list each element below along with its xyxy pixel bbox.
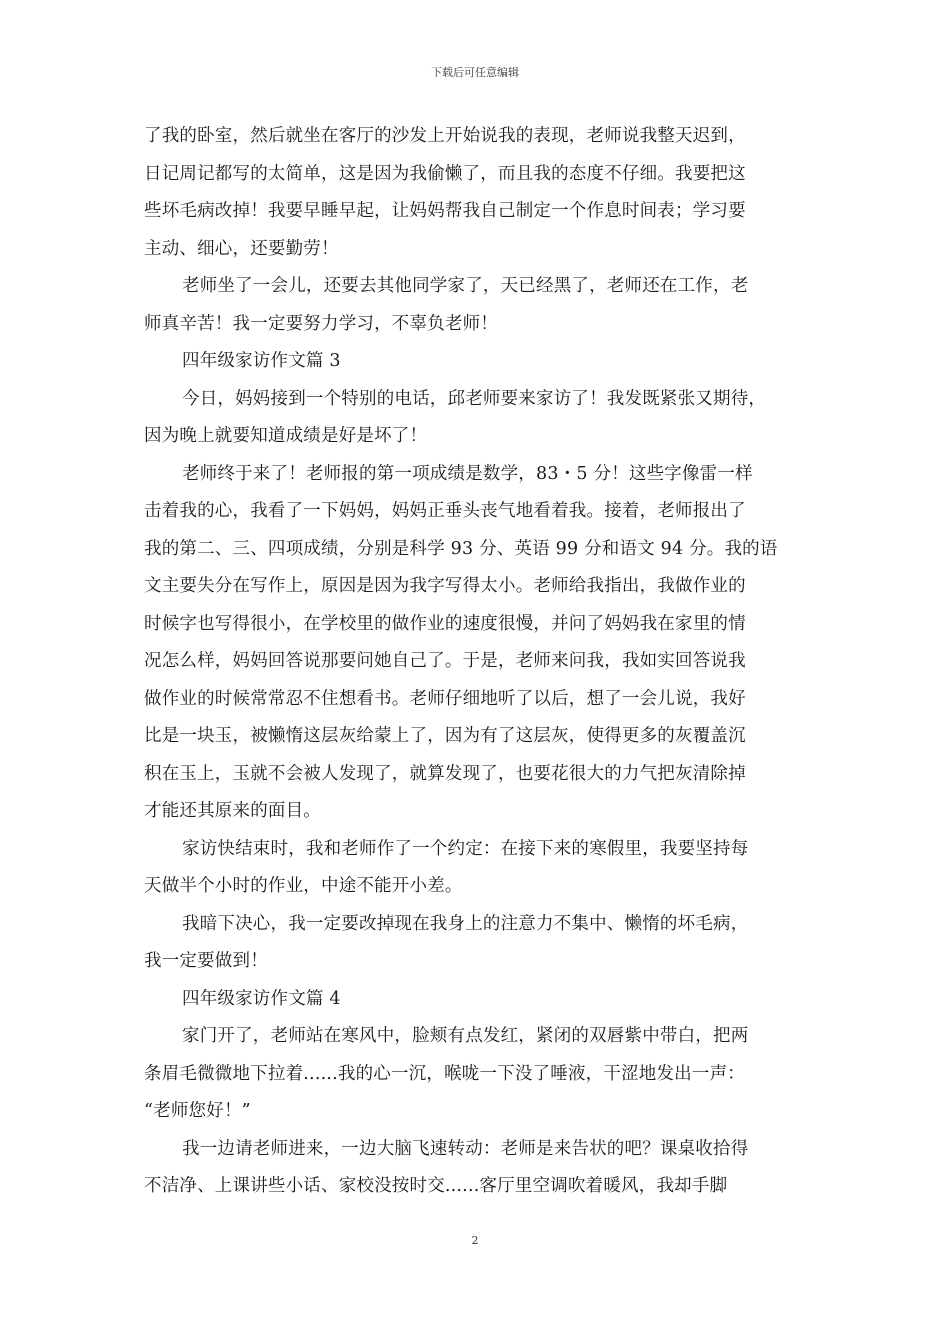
text-line: 况怎么样，妈妈回答说那要问她自己了。于是，老师来问我，我如实回答说我 <box>144 651 746 671</box>
text-line: 我一定要做到！ <box>144 951 268 971</box>
text-line: 我暗下决心，我一定要改掉现在我身上的注意力不集中、懒惰的坏毛病， <box>182 913 749 934</box>
text-line: “老师您好！” <box>144 1101 251 1121</box>
text-line: 老师坐了一会儿，还要去其他同学家了，天已经黑了，老师还在工作，老 <box>182 276 749 296</box>
text-line: 了我的卧室，然后就坐在客厅的沙发上开始说我的表现，老师说我整天迟到， <box>144 126 746 146</box>
text-line: 我一边请老师进来，一边大脑飞速转动：老师是来告状的吧？课桌收拾得 <box>182 1138 749 1159</box>
text-line: 时候字也写得很小，在学校里的做作业的速度很慢，并问了妈妈我在家里的情 <box>144 613 746 634</box>
text-line: 天做半个小时的作业，中途不能开小差。 <box>144 876 463 896</box>
text-line: 日记周记都写的太简单，这是因为我偷懒了，而且我的态度不仔细。我要把这 <box>144 163 746 184</box>
text-line: 老师终于来了！老师报的第一项成绩是数学，83・5 分！这些字像雷一样 <box>182 463 753 484</box>
text-line: 做作业的时候常常忍不住想看书。老师仔细地听了以后，想了一会儿说，我好 <box>144 688 746 709</box>
text-line: 积在玉上，玉就不会被人发现了，就算发现了，也要花很大的力气把灰清除掉 <box>144 763 746 784</box>
text-line: 家门开了，老师站在寒风中，脸颊有点发红，紧闭的双唇紫中带白，把两 <box>182 1026 749 1046</box>
text-line: 比是一块玉，被懒惰这层灰给蒙上了，因为有了这层灰，使得更多的灰覆盖沉 <box>144 726 746 746</box>
text-line: 才能还其原来的面目。 <box>144 801 321 821</box>
text-line: 师真辛苦！我一定要努力学习，不辜负老师！ <box>144 313 498 334</box>
text-line: 家访快结束时，我和老师作了一个约定：在接下来的寒假里，我要坚持每 <box>182 838 749 859</box>
text-line: 条眉毛微微地下拉着......我的心一沉，喉咙一下没了唾液，干涩地发出一声： <box>144 1063 745 1084</box>
section-heading: 四年级家访作文篇 3 <box>182 351 341 371</box>
text-line: 今日，妈妈接到一个特别的电话，邱老师要来家访了！我发既紧张又期待， <box>182 388 767 409</box>
text-line: 不洁净、上课讲些小话、家校没按时交......客厅里空调吹着暖风，我却手脚 <box>144 1176 728 1196</box>
text-line: 我的第二、三、四项成绩，分别是科学 93 分、英语 99 分和语文 94 分。我的语 <box>144 538 778 559</box>
text-line: 主动、细心，还要勤劳！ <box>144 238 339 259</box>
text-line: 因为晚上就要知道成绩是好是坏了！ <box>144 426 428 446</box>
section-heading: 四年级家访作文篇 4 <box>182 988 341 1009</box>
page-header: 下载后可任意编辑 <box>431 66 519 79</box>
text-line: 文主要失分在写作上，原因是因为我字写得太小。老师给我指出，我做作业的 <box>144 576 746 596</box>
text-line: 些坏毛病改掉！我要早睡早起，让妈妈帮我自己制定一个作息时间表；学习要 <box>144 201 746 221</box>
text-line: 击着我的心，我看了一下妈妈，妈妈正垂头丧气地看着我。接着，老师报出了 <box>144 501 746 521</box>
document-body <box>144 118 816 1206</box>
page-number: 2 <box>471 1234 479 1247</box>
